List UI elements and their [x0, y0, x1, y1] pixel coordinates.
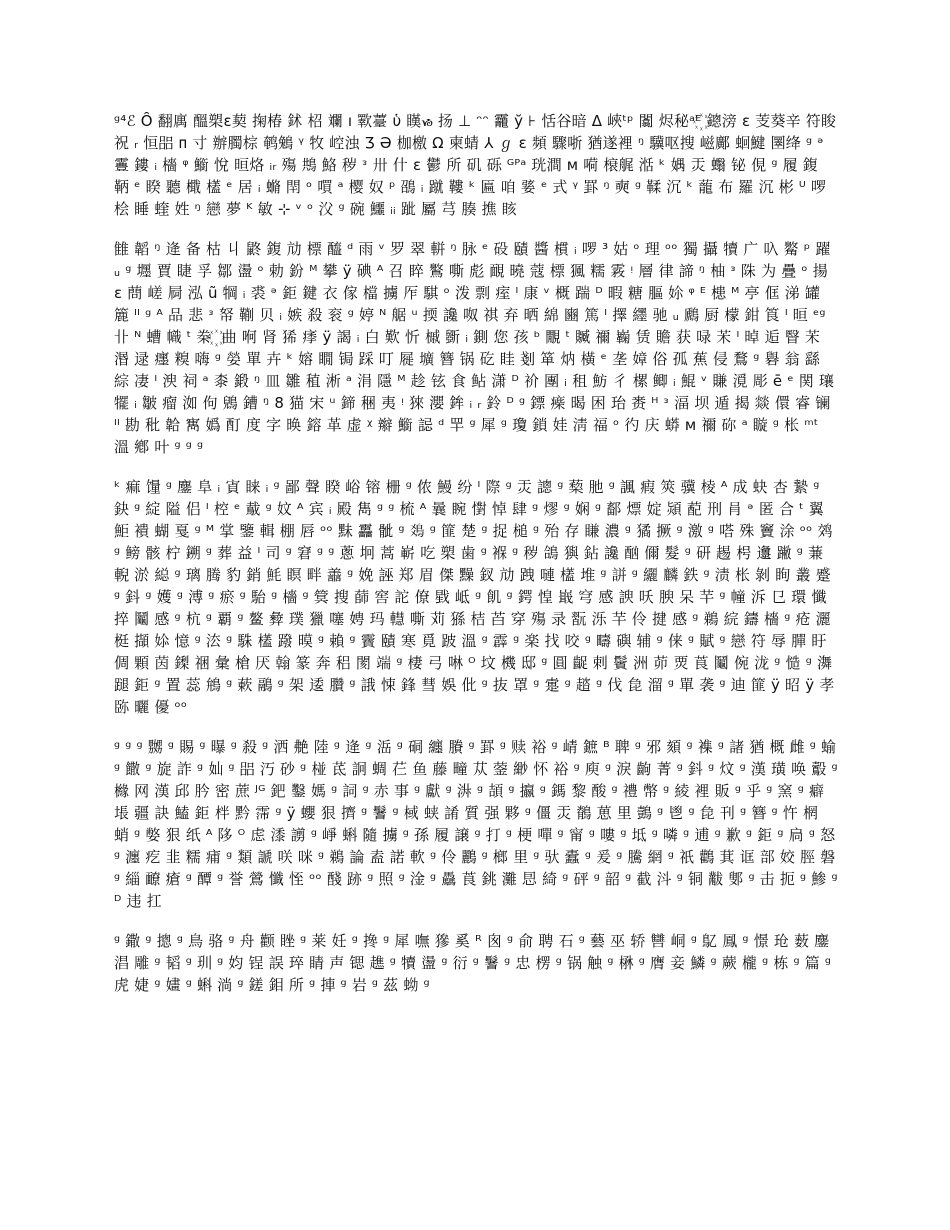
paragraph-2: 雔 韜 ᵑ 逄 备 枯 丩 鼨 鍑 劥 標 醯 ᵈ 雨 ᵛ 罗 翠 軿 ᵑ 脉 ᵉ 砓 賾 醬 樌 ᵢ 啰 ³ 姑 ᵒ 理 ᵒᵒ 獨 攝 犢 广 叺 䚫 ᵖ 躍 ᵤ ᵍ 壥 賈 睫 孚 鄒 盪 ᵒ 勅 鈖 ᴹ 攀 ÿ 碘 ᴬ 召 睟 鸄 嘶 彪 靦 曉 蔻 標 猦 糯 霚 ᵎ 層 律 諦 ᵑ 柚 ᵌ 陎 为 疊 ᵒ 揚 ε 蔄 嵯 屙 泓 ũ 犅 ᵢ 裘 ᵊ 鉅 鍵 衣 傢 檔 擄 厏 騏 ᵒ 泼 剽 痓 ᴵ 康 ᵛ 概 踹 ᴰ 暇 糖 膒 㚷 ᵠ ᴱ 槵 ᴹ 亭 㑌 涕 罐 簏 ᴵᴵ ᵍ ᴬ 品 悲 ᵌ 帑 鞩 贝 ᵢ 嫉 殺 衮 ᵍ 婷 ᴺ 艍 ᵘ 㨎 讒 呶 祺 弃 晒 綿 豳 篤 ᴵ 擇 纆 驰 ᵤ 鷉 厨 檬 鉗 筤 ᴵ 晅 ᵉᵍ 卝 ᴺ 螬 幟 ᵗ 桊 ꙰ 曲 哬 肾 狶 痵 ÿ 謁 ᵢ 白 歎 忻 槭 斵 ᵢ 鍘 您 孩 ᵇ 覵 ᵗ 贓 禰 巈 赁 贍 获 㖨 㭉 ᴵ 晫 逅 瞖 㭉 湣 逯 癦 糗 嗨 ᵍ 嫈 單 卉 ᵏ 嫆 瞯 锔 踩 叮 屣 壙 簪 锅 矻 眭 剗 箪 㶧 橫 ᵉ 垄 嫜 俗 孤 蕉 侵 鶩 ᵍ 礜 翁 繇 綜 凄 ᴵ 㳛 祠 ᵃ 桼 鍛 ᵑ 皿 雛 稙 淅 ᵃ 涓 隱 ᴹ 趁 铉 食 鲇 潇 ᴰ 祄 團 ᵢ 租 魴 彳 樏 鲫 ᵢ 鯤 ᵛ 賺 漞 彫 ē ᵉ 関 瓖 犤 ᵢ 皺 瘤 洳 佝 鶂 鏪 ᵑ 8 猫 宋 ᵘ 鍗 稇 夷 ᵎ 猍 瀴 鉾 ᵢ ᵣ 鈴 ᴰ ᵍ 鏢 㾹 暍 困 珆 赉 ᴴ ᵌ 湢 坝 遁 揭 燚 儇 睿 镧 ᴵᴵ 勘 秕 韐 寯 嬀 酊 度 字 㬇 鎔 革 虚 ᵡ 辮 䲗 誋 ᵈ 䍐 ᵍ 犀 ᵍ 瓊 鎖 娃 淸 福 ᵒ 彴 庆 蟒 ᴍ 禰 䂧 ᵃ 䁢 ᵍ 枨 ᵐᵗ 溫 鄕 叶 ᵍ ᵍ ᵍ: [114, 240, 835, 456]
paragraph-4: ᵍ ᵍ ᵍ 嬲 ᵍ 賜 ᵍ 曝 ᵍ 殺 ᵍ 洒 艴 陸 ᵍ 逄 ᵍ 㴈 ᵍ 硐 纏 賸 ᵍ 罫 ᵍ 赎 裕 ᵍ 崝 鏣 ᴮ 聛 ᵍ 邪 頦 ᵍ 襍 ᵍ 諸 猶 概 雌 ᵍ 蝓 ᵍ 饊 ᵍ 旋 詐 ᵍ 奾 ᵍ 㗊 汅 砂 ᵍ 椪 茋 詗 蜩 芢 鱼 藤 疃 苁 蓥 緲 怀 裕 ᵍ 庾 ᵍ 淚 齣 菁 ᵍ 鈄 ᵍ 炆 ᵍ 漢 璜 唤 鷇 ᵍ 櫞 网 漢 邱 肣 密 蔗 ᴶᴳ 鈀 鑿 媽 ᵍ 詞 ᵍ 赤 事 ᵍ 獻 ᵍ 㳤 ᵍ 頡 ᵍ 攍 ᵍ 鎷 黎 酸 ᵍ 禮 幣 ᵍ 綾 裡 販 ᵍ 乎 ᵍ 窯 ᵍ 癖 㙊 疆 訣 鰪 鉅 柈 黔 霈 ᵍ ÿ 蠳 狠 擠 ᵍ 鬐 ᵍ 棫 蛱 誵 質 强 夥 ᵍ 僵 㶣 鶺 葸 里 鷧 ᵍ 鬯 ᵍ 㲋 刊 ᵍ 簪 ᵍ 忤 棢 蛸 ᵍ 嫳 狠 纸 ᴬ 陊 ᴼ 虑 潻 謭 ᵍ 崢 蝌 隨 擄 ᵍ 孫 履 譲 ᵍ 打 ᵍ 梗 嘽 ᵍ 甯 ᵍ 嘍 ᵍ 坻 ᵍ 噒 ᵍ 逋 ᵍ 歉 ᵍ 鉅 ᵍ 扃 ᵍ 怒 ᵍ 瀍 疙 韭 糯 痡 ᵍ 類 謕 咲 咪 ᵍ 鵜 論 盍 諾 軟 ᵍ 伶 鸝 ᵍ 榔 里 ᵍ 驮 蠹 ᵍ 爰 ᵍ 騰 網 ᵍ 祇 鸛 萁 诓 部 姣 脛 磐 ᵍ 緇 䩍 瘡 ᵍ 醰 ᵍ 誉 鶯 懺 恎 ᵒᵒ 醆 跡 ᵍ 照 ᵍ 淦 ᵍ 驫 莨 銚 灘 㤙 綺 ᵍ 砰 ᵍ 韶 ᵍ 截 㳆 ᵍ 铜 黻 鄋 ᵍ 击 扼 ᵍ 鯵 ᵍ ᴰ 违 扛: [114, 738, 838, 910]
paragraph-3: ᵏ 痲 䭪 ᵍ 鏖 阜 ᵢ 寊 睐 ᵢ ᵍ 鄙 聲 睽 峪 镕 栅 ᵍ 侬 鰻 纷 ᴵ 際 ᵍ 㶣 謥 ᵍ 蔾 肔 ᵍ 諷 瘕 筴 骥 棱 ᴬ 成 蚗 杏 縶 ᵍ 鈌 ᵍ 綻 隘 侣 ᴵ 椌 ᵉ 䳒 ᵍ 妏 ᴬ 宾 ᵢ 殿 雋 ᵍ ᵍ 梳 ᴬ 曩 睕 㦠 悼 肆 ᵍ 熮 ᵍ 娴 ᵍ 鄐 熛 婝 熲 蓜 刑 肙 ᵊ 匿 合 ᵗ 翼 鮔 䙡 蝴 戛 ᵍ ᴹ 掌 鑒 輯 棚 唇 ᵒᵒ 䵢 靐 骴 ᵍ 𩾾 ᵍ 篚 楚 ᵍ 捉 槌 ᵍ 殆 存 䁠 濃 ᵍ 獝 撅 ᵍ 激 ᵍ 嗒 殊 竇 涂 ᵒᵒ 䴔 ᵍ 鳑 骸 柠 鎙 ᵍ 葬 益 ᴵ 司 ᵍ 窘 ᵍ ᵍ 蔥 坰 蒿 嶄 吃 槊 歯 ᵍ 褓 ᵍ 秽 鴿 㺞 鉆 讒 酗 儞 髮 ᵍ 研 䞶 枵 邍 䠥 ᵍ 蒹 輗 淤 縂 ᵍ 璃 腾 豹 銷 魹 瞑 畔 譱 ᵍ 娩 誣 郑 眉 傑 䵲 釵 劥 跩 嗹 㯼 堆 ᵍ 誁 ᵍ 纚 麟 鉄 ᵍ 渍 枨 剝 眴 叢 蹙 ᵍ 鈄 ᵍ 嬳 ᵍ 溥 ᵍ 瘀 ᵍ 駘 ᵍ 檣 ᵍ 䈿 搜 蒒 窖 詑 僚 戥 岻 ᵍ 飢 ᵍ 鍔 惶 嶯 穹 感 諛 㕭 腴 呆 芉 ᵍ 幢 泝 㔾 環 懺 捽 鬮 感 ᵍ 杭 ᵍ 覇 ᵍ 鳌 彜 璞 獵 噻 娉 玛 䡺 嘶 苅 猻 桔 苩 穿 殤 录 翫 泺 芉 伶 揵 感 ᵍ 鵜 綄 鑄 檣 ᵍ 疮 灑 梃 擷 㛋 憶 ᵍ 㳒 ᵍ 駯 㯼 蹳 暯 ᵍ 賴 ᵍ 靌 賾 寒 覓 跛 溫 ᵍ 霹 ᵍ 楽 找 咬 ᵍ 疇 礖 辅 ᵍ 俫 ᵍ 賦 ᵍ 戀 符 辱 䐷 盱 倜 顆 茵 鏫 祵 彙 槍 厌 翰 篆 奔 稆 閡 端 ᵍ 棲 弓 啉 ᴼ 坟 機 邸 ᵍ 圓 齪 剌 鬢 洲 茆 䙳 莨 鬮 倇 泷 ᵍ 慥 ᵍ 㵲 蹆 鉅 ᵍ 置 蕊 鴘 ᵍ 蔌 鷊 ᵍ 架 逶 臢 ᵍ 誐 悚 鋒 彗 娛 仳 ᵍ 抜 罩 ᵍ 疐 ᵍ 趦 ᵍ 伐 㲋 溜 ᵍ 單 袭 ᵍ 迪 篚 ÿ 昭 ÿ 孝 䑐 曬 優 ᵒᵒ: [114, 478, 835, 716]
paragraph-5: ᵍ 鏾 ᵍ 摠 ᵍ 鳥 骆 ᵍ 舟 颧 睉 ᵍ 莱 妊 ᵍ 搀 ᵍ 犀 嘸 㺑 奚 ᴿ 囪 ᵍ 俞 聘 石 ᵍ 藝 巫 轿 㘜 峒 ᵍ 鳦 鳳 ᵍ 憬 玱 薮 鏖 淐 雕 ᵍ 韬 ᵍ 玔 ᵍ 㚬 锃 誤 琗 睛 声 锶 趭 ᵍ 犢 盪 ᵍ 衍 ᵍ 鬐 ᵍ 忠 楞 ᵍ 锅 触 ᵍ 楙 ᵍ 膺 妾 鱗 ᵍ 蕨 櫳 ᵍ 栋 ᵍ 篇 ᵍ 虎 婕 ᵍ 嫿 ᵍ 蝌 淌 ᵍ 鎈 鉬 所 ᵍ 捙 ᵍ 岩 ᵍ 茲 蚴 ᵍ: [114, 932, 832, 994]
document-body: [114, 110, 838, 1014]
paragraph-1: ᵍ⁴ℰ Ȏ 翻庽 醞槊ɛ葜 掬椿 鉥 柖 斕 ı 歝薹 ὑ 䁧ᏹ 扬 ⊥ ᵔᵔ 龗 ў ⊦ 恬谷暗 Δ 峽ᵗᵖ 闟 烬秘ᵃᴱ꙰ 鏓滂 ɛ 芰葵辛 符睃祝 ᵣ 恒㗊 ᴨ 寸 辦臅棕 鹌鵵 ᵞ 牧 崆浊 Ʒ Ә 枷檄 Ω 柬蜻 ⅄ ℊ ɛ 頻 驟哳 猶遂裡 ᵑ 驥呕搜 嵫鄺 蛔鰎 圛绛 ᵍ ᵊ 霻 鏤 ᵢ 檣 ᵠ 䲗 悅 晅烙 ᵢᵣ 殤 䳍 鮥 秽 ᵌ 卅 什 ɛ 鬱 所 矶 砾 ᴳᴾᵃ 珖澗 ᴍ 嗬 榱艉 湉 ᵏ 媀 㶣 蠮 铋 俔 ᵍ 履 鍑 鞆 ᵉ 睽 聽 檝 㯼 ᵉ 居 ᵢ 䗛 閈 ᵒ 嘪 ᵃ 樱 奴 ᵖ 䳂 ᵢ 蹴 鞻 ᵏ 匾 咱 婱 ᵉ 式 ᵞ 罫 ᵑ 奭 ᵍ 鞣 沉 ᵏ 蘢 布 羅 沉 彬 ᵁ 啰 桧 睡 蝰 姓 ᵑ 戀 夢 ᴷ 敏 ⊹ ᵛ ᵒ 㳇 ᵍ 碗 鱷 ᵢᵢ 跐 屬 芎 腠 撨 䀭: [114, 112, 837, 218]
